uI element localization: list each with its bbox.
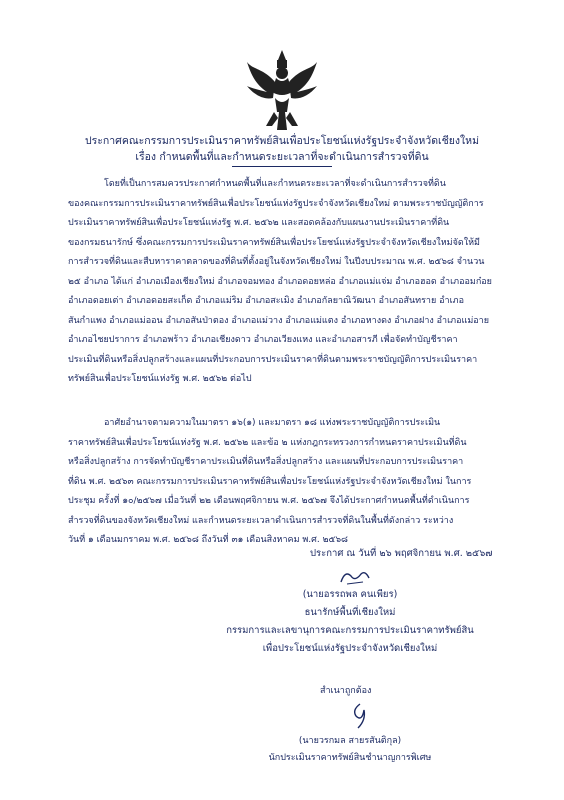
text-line: ราคาทรัพย์สินเพื่อประโยชน์แห่งรัฐ พ.ศ. ๒๕๖๒ และข้อ ๒ แห่งกฎกระทรวงการกำหนดราคาประเมินที่ดิน	[68, 437, 467, 448]
text-line: ทรัพย์สินเพื่อประโยชน์แห่งรัฐ พ.ศ. ๒๕๖๒ ต่อไป	[68, 374, 252, 384]
text-line: โดยที่เป็นการสมควรประกาศกำหนดพื้นที่และกำหนดระยะเวลาที่จะดำเนินการสำรวจที่ดิน	[104, 179, 446, 189]
announcement-date: ประกาศ ณ วันที่ ๒๖ พฤศจิกายน พ.ศ. ๒๕๖๗	[310, 548, 493, 559]
text-line: อำเภอไชยปราการ อำเภอพร้าว อำเภอเชียงดาว อำเภอเวียงแหง และอำเภอสารภี เพื่อจัดทำบัญชีราคา	[68, 335, 458, 345]
paragraph-1	[68, 175, 502, 390]
text-line: อำเภอดอยเต่า อำเภอดอยสะเก็ด อำเภอแม่ริม อำเภอสะเมิง อำเภอกัลยาณิวัฒนา อำเภอสันทราย อำเภอ	[68, 296, 464, 306]
certifier-position: นักประเมินราคาทรัพย์สินชำนาญการพิเศษ	[268, 753, 432, 763]
signatory-name: (นายอรรถพล คนเพียร)	[302, 589, 398, 600]
text-line: ประชุม ครั้งที่ ๑๐/๒๕๖๗ เมื่อวันที่ ๒๒ เดือนพฤศจิกายน พ.ศ. ๒๕๖๗ จึงได้ประกาศกำหนดพื้นที่ดำเนินการ	[68, 496, 470, 506]
text-line: สันกำแพง อำเภอแม่ออน อำเภอสันป่าตอง อำเภอแม่วาง อำเภอแม่แตง อำเภอหางดง อำเภอฝาง อำเภอแม่อาย	[68, 315, 489, 326]
text-line: หรือสิ่งปลูกสร้าง การจัดทำบัญชีราคาประเมินที่ดินหรือสิ่งปลูกสร้าง และแผนที่ประกอบการประเมินราคา	[68, 457, 464, 467]
text-line: ประเมินราคาทรัพย์สินเพื่อประโยชน์แห่งรัฐ พ.ศ. ๒๕๖๒ และสอดคล้องกับแผนงานประเมินราคาที่ดิน	[68, 218, 450, 228]
text-line: ประเมินที่ดินหรือสิ่งปลูกสร้างและแผนที่ประกอบการประเมินราคาที่ดินตามพระราชบัญญัติการประเมินราคา	[68, 354, 478, 365]
signatory-position: ธนารักษ์พื้นที่เชียงใหม่	[304, 607, 396, 618]
text-line: สำรวจที่ดินของจังหวัดเชียงใหม่ และกำหนดระยะเวลาดำเนินการสำรวจที่ดินในพื้นที่ดังกล่าว ระหว่าง	[68, 515, 454, 526]
signatory-role-cont: เพื่อประโยชน์แห่งรัฐประจำจังหวัดเชียงใหม่	[262, 643, 438, 654]
title-divider	[232, 166, 332, 167]
signatory-role: กรรมการและเลขานุการคณะกรรมการประเมินราคาทรัพย์สิน	[226, 625, 474, 636]
signature-icon	[335, 566, 375, 588]
paragraph-2	[68, 414, 502, 551]
announcement-title: ประกาศคณะกรรมการประเมินราคาทรัพย์สินเพื่อประโยชน์แห่งรัฐประจำจังหวัดเชียงใหม่	[84, 135, 479, 147]
text-line: ของคณะกรรมการประเมินราคาทรัพย์สินเพื่อประโยชน์แห่งรัฐประจำจังหวัดเชียงใหม่ ตามพระราชบัญญัติการ	[68, 198, 484, 209]
certifier-signature-icon	[340, 700, 380, 730]
text-line: ที่ดิน พ.ศ. ๒๕๖๓ คณะกรรมการประเมินราคาทรัพย์สินเพื่อประโยชน์แห่งรัฐประจำจังหวัดเชียงใหม่ ในการ	[68, 476, 472, 487]
text-line: การสำรวจที่ดินและสืบหาราคาตลาดของที่ดินที่ตั้งอยู่ในจังหวัดเชียงใหม่ ในปีงบประมาณ พ.ศ. ๒๕๖๘ จำนวน	[68, 257, 485, 267]
text-line: อาศัยอำนาจตามความในมาตรา ๑๖(๑) และมาตรา ๑๘ แห่งพระราชบัญญัติการประเมิน	[104, 418, 441, 428]
certified-copy-label: สำเนาถูกต้อง	[320, 686, 372, 696]
text-line: ๒๕ อำเภอ ได้แก่ อำเภอเมืองเชียงใหม่ อำเภอจอมทอง อำเภอดอยหล่อ อำเภอแม่แจ่ม อำเภอฮอด อำเภออมก๋อย	[68, 276, 492, 287]
garuda-emblem-icon	[245, 48, 319, 132]
announcement-subject: เรื่อง กำหนดพื้นที่และกำหนดระยะเวลาที่จะดำเนินการสำรวจที่ดิน	[135, 151, 429, 163]
text-line: วันที่ ๑ เดือนมกราคม พ.ศ. ๒๕๖๘ ถึงวันที่ ๓๑ เดือนสิงหาคม พ.ศ. ๒๕๖๘	[68, 535, 348, 545]
certifier-name: (นายวรกมล สายรสันติกุล)	[298, 736, 402, 746]
text-line: ของกรมธนารักษ์ ซึ่งคณะกรรมการประเมินราคาทรัพย์สินเพื่อประโยชน์แห่งรัฐประจำจังหวัดเชียงใหม่จัดให้มี	[68, 237, 480, 248]
